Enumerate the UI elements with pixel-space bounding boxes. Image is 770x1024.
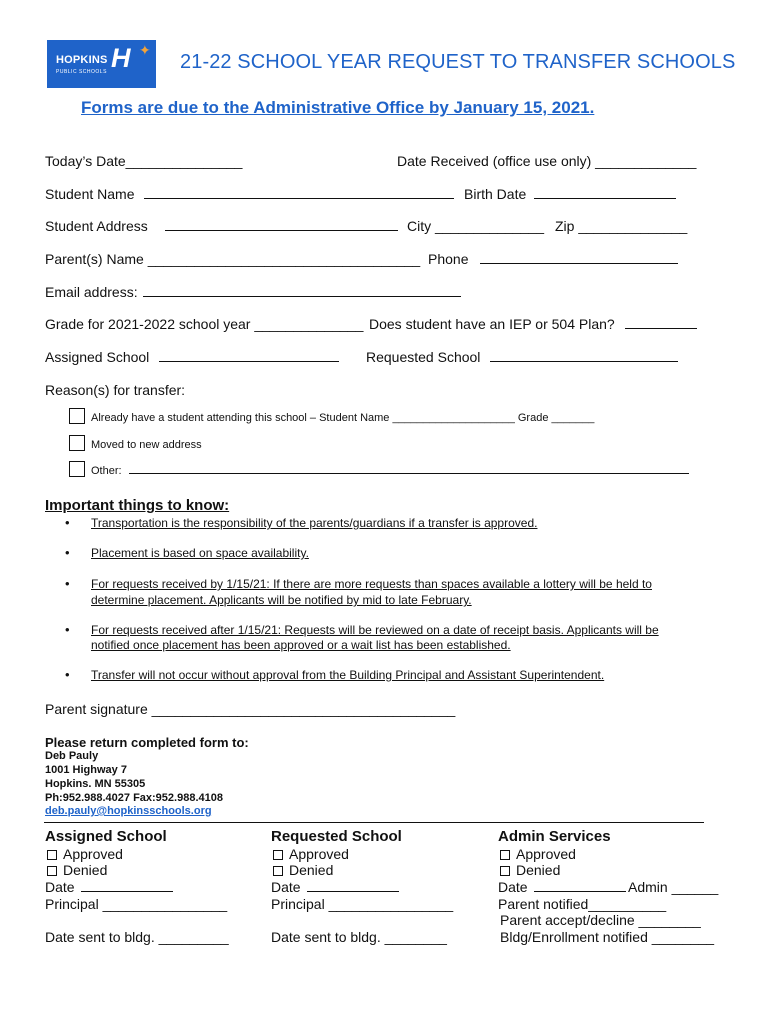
return-phone-fax: Ph:952.988.4027 Fax:952.988.4108 bbox=[45, 792, 223, 804]
checkbox-icon[interactable] bbox=[500, 850, 510, 860]
phone-label: Phone bbox=[428, 251, 469, 267]
assigned-date-field[interactable] bbox=[45, 879, 173, 895]
reason-other-checkbox[interactable] bbox=[69, 461, 85, 477]
form-title: 21-22 SCHOOL YEAR REQUEST TO TRANSFER SCHOOLS bbox=[180, 51, 736, 73]
due-notice: Forms are due to the Administrative Office by January 15, 2021. bbox=[81, 98, 595, 117]
logo-subtitle: PUBLIC SCHOOLS bbox=[56, 69, 107, 75]
date-label: Date bbox=[498, 879, 528, 895]
return-street: 1001 Highway 7 bbox=[45, 764, 127, 776]
admin-admin-field[interactable]: Admin ______ bbox=[628, 879, 719, 895]
parent-signature-field[interactable]: Parent signature _______________________________________ bbox=[45, 701, 456, 717]
requested-date-sent-field[interactable]: Date sent to bldg. ________ bbox=[271, 929, 447, 945]
important-item-cont: notified once placement has been approved or a wait list has been established. bbox=[91, 638, 511, 652]
important-item: Transportation is the responsibility of the parents/guardians if a transfer is approved. bbox=[91, 516, 538, 530]
student-name-field[interactable] bbox=[45, 186, 454, 202]
date-received-field: Date Received (office use only) _____________ bbox=[397, 153, 697, 169]
bullet-icon: • bbox=[65, 545, 70, 560]
student-address-line[interactable] bbox=[165, 219, 398, 231]
date-label: Date bbox=[271, 879, 301, 895]
important-item: For requests received by 1/15/21: If there are more requests than spaces available a lottery will be held to bbox=[91, 577, 652, 591]
denied-label: Denied bbox=[63, 862, 108, 878]
phone-line[interactable] bbox=[480, 252, 678, 264]
admin-approved[interactable] bbox=[500, 846, 576, 862]
logo-name: HOPKINS bbox=[56, 54, 108, 66]
requested-denied[interactable] bbox=[273, 862, 333, 878]
return-city: Hopkins. MN 55305 bbox=[45, 778, 146, 790]
admin-parent-accept-field[interactable]: Parent accept/decline ________ bbox=[500, 912, 701, 928]
assigned-principal-field[interactable]: Principal ________________ bbox=[45, 896, 228, 912]
assigned-denied[interactable] bbox=[47, 862, 107, 878]
date-line[interactable] bbox=[307, 880, 399, 892]
admin-denied[interactable] bbox=[500, 862, 560, 878]
student-address-field[interactable] bbox=[45, 218, 398, 234]
checkbox-icon[interactable] bbox=[273, 850, 283, 860]
reason-sibling-label: Already have a student attending this school – Student Name ____________________ Grade _______ bbox=[91, 412, 595, 424]
return-heading: Please return completed form to: bbox=[45, 735, 249, 750]
date-label: Date bbox=[45, 879, 75, 895]
iep-line[interactable] bbox=[625, 317, 697, 329]
email-label: Email address: bbox=[45, 284, 138, 300]
reason-other-field[interactable] bbox=[91, 465, 689, 477]
hopkins-logo bbox=[47, 40, 156, 88]
approved-label: Approved bbox=[289, 846, 349, 862]
iep-field[interactable] bbox=[369, 316, 697, 332]
date-line[interactable] bbox=[81, 880, 173, 892]
date-line[interactable] bbox=[534, 880, 626, 892]
iep-label: Does student have an IEP or 504 Plan? bbox=[369, 316, 615, 332]
checkbox-icon[interactable] bbox=[47, 850, 57, 860]
todays-date-field[interactable]: Today’s Date_______________ bbox=[45, 153, 243, 169]
requested-school-field[interactable] bbox=[366, 349, 678, 365]
assigned-school-label: Assigned School bbox=[45, 349, 150, 365]
birth-date-field[interactable] bbox=[464, 186, 676, 202]
student-name-label: Student Name bbox=[45, 186, 135, 202]
important-item: Transfer will not occur without approval from the Building Principal and Assistant Superintendent. bbox=[91, 668, 605, 682]
bullet-icon: • bbox=[65, 667, 70, 682]
reasons-label: Reason(s) for transfer: bbox=[45, 382, 186, 398]
bullet-icon: • bbox=[65, 576, 70, 591]
admin-column-heading: Admin Services bbox=[498, 828, 611, 845]
important-item: For requests received after 1/15/21: Requests will be reviewed on a date of receipt basis. Applicants will be bbox=[91, 623, 659, 637]
birth-date-line[interactable] bbox=[534, 187, 676, 199]
email-line[interactable] bbox=[143, 285, 461, 297]
important-item-cont: determine placement. Applicants will be notified by mid to late February. bbox=[91, 593, 472, 607]
assigned-column-heading: Assigned School bbox=[45, 828, 167, 845]
reason-sibling-checkbox[interactable] bbox=[69, 408, 85, 424]
email-field[interactable] bbox=[45, 284, 461, 300]
requested-column-heading: Requested School bbox=[271, 828, 402, 845]
student-name-line[interactable] bbox=[144, 187, 454, 199]
important-heading: Important things to know: bbox=[45, 497, 230, 514]
parents-name-field[interactable]: Parent(s) Name ___________________________________ bbox=[45, 251, 421, 267]
zip-field[interactable]: Zip ______________ bbox=[555, 218, 688, 234]
reason-moved-checkbox[interactable] bbox=[69, 435, 85, 451]
student-address-label: Student Address bbox=[45, 218, 148, 234]
requested-school-label: Requested School bbox=[366, 349, 481, 365]
phone-field[interactable] bbox=[428, 251, 678, 267]
logo-mark: H bbox=[111, 43, 127, 73]
reason-other-line[interactable] bbox=[129, 465, 689, 474]
checkbox-icon[interactable] bbox=[500, 866, 510, 876]
assigned-date-sent-field[interactable]: Date sent to bldg. _________ bbox=[45, 929, 229, 945]
requested-school-line[interactable] bbox=[490, 350, 678, 362]
star-icon: ✦ bbox=[139, 42, 151, 58]
denied-label: Denied bbox=[516, 862, 561, 878]
city-field[interactable]: City ______________ bbox=[407, 218, 545, 234]
office-divider bbox=[44, 822, 704, 823]
requested-date-field[interactable] bbox=[271, 879, 399, 895]
denied-label: Denied bbox=[289, 862, 334, 878]
approved-label: Approved bbox=[516, 846, 576, 862]
reason-other-label: Other: bbox=[91, 465, 122, 477]
requested-principal-field[interactable]: Principal ________________ bbox=[271, 896, 454, 912]
assigned-school-line[interactable] bbox=[159, 350, 339, 362]
assigned-school-field[interactable] bbox=[45, 349, 339, 365]
checkbox-icon[interactable] bbox=[47, 866, 57, 876]
admin-date-field[interactable] bbox=[498, 879, 626, 895]
checkbox-icon[interactable] bbox=[273, 866, 283, 876]
assigned-approved[interactable] bbox=[47, 846, 123, 862]
return-email-link[interactable]: deb.pauly@hopkinsschools.org bbox=[45, 805, 212, 817]
requested-approved[interactable] bbox=[273, 846, 349, 862]
birth-date-label: Birth Date bbox=[464, 186, 527, 202]
reason-moved-label: Moved to new address bbox=[91, 439, 202, 451]
return-name: Deb Pauly bbox=[45, 750, 99, 762]
approved-label: Approved bbox=[63, 846, 123, 862]
admin-parent-notified-field[interactable]: Parent notified__________ bbox=[498, 896, 667, 912]
bullet-icon: • bbox=[65, 515, 70, 530]
important-item: Placement is based on space availability. bbox=[91, 546, 309, 560]
admin-bldg-notified-field[interactable]: Bldg/Enrollment notified ________ bbox=[500, 929, 715, 945]
bullet-icon: • bbox=[65, 622, 70, 637]
grade-field[interactable]: Grade for 2021-2022 school year ______________ bbox=[45, 316, 364, 332]
